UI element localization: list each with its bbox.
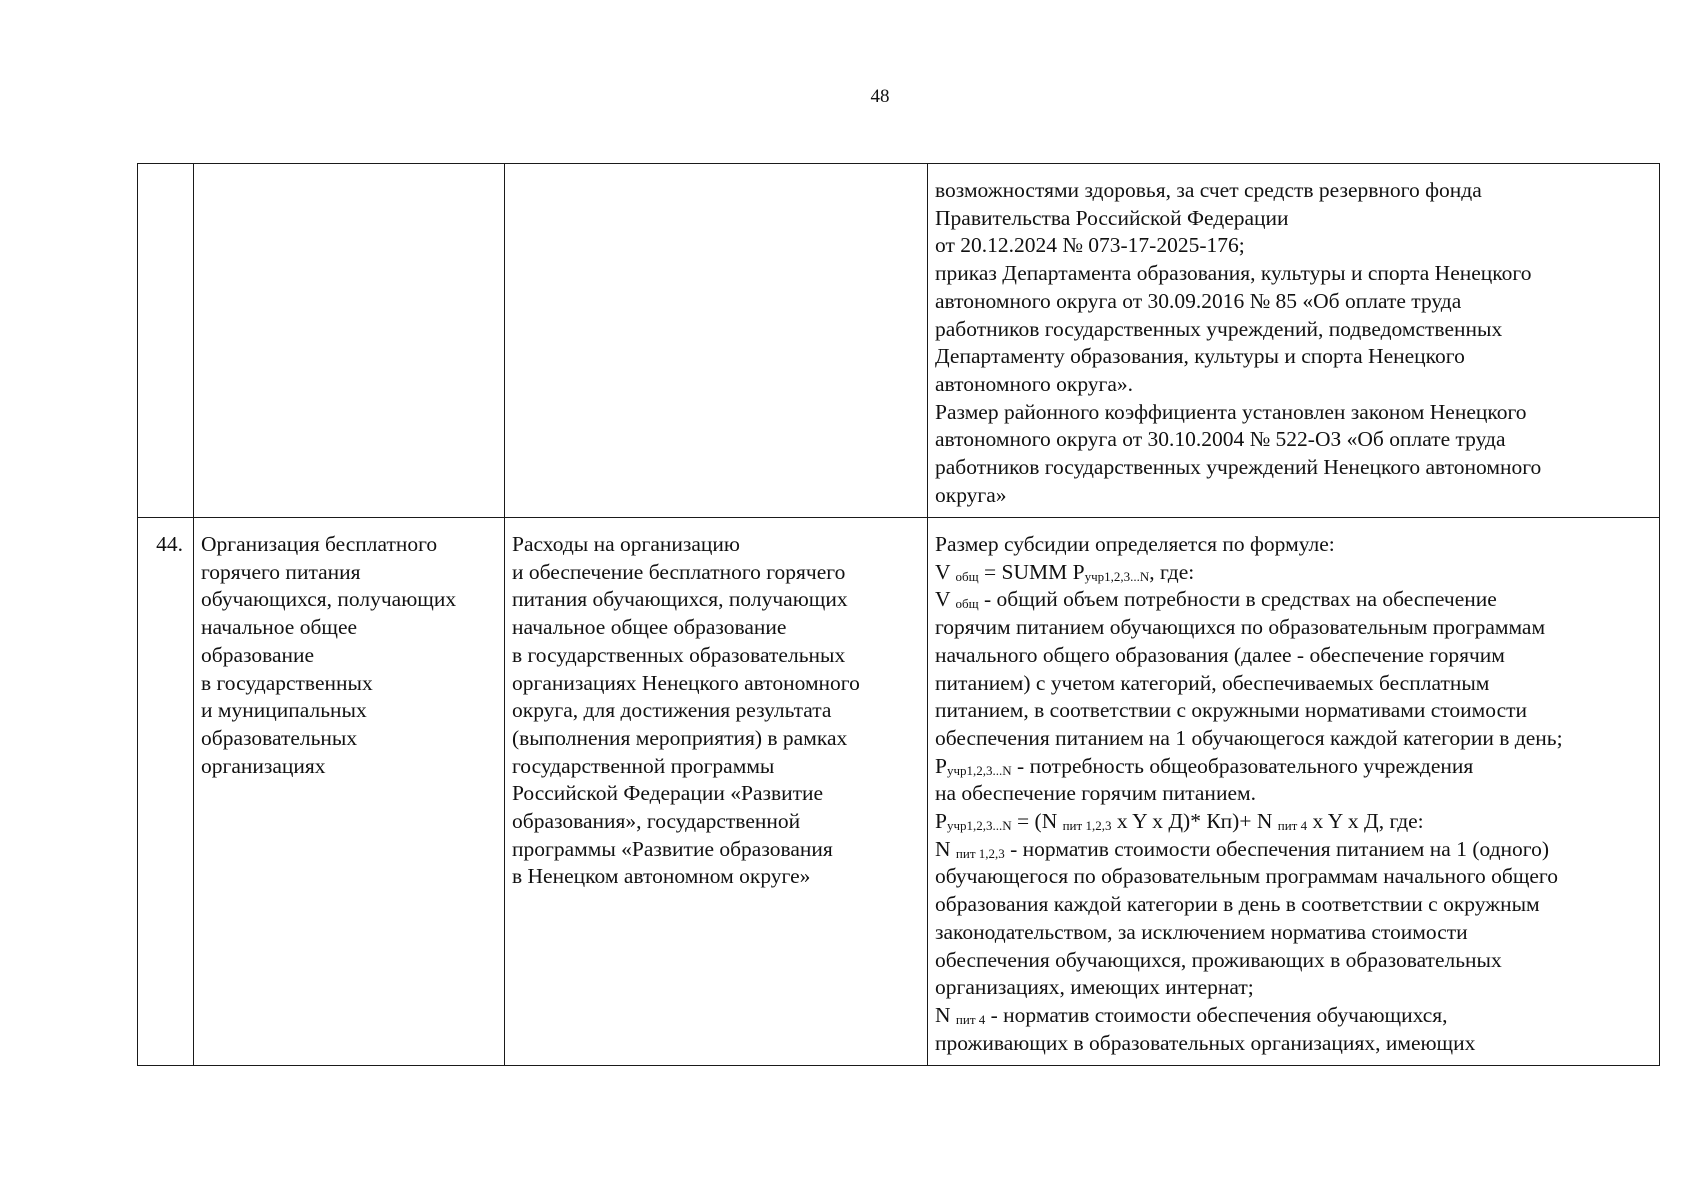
formula-line bbox=[935, 919, 1652, 947]
text-line: в государственных образовательных bbox=[512, 642, 846, 667]
expense-purpose-cell bbox=[505, 518, 928, 1066]
subscript: учр1,2,3...N bbox=[946, 762, 1012, 778]
text-line: работников государственных учреждений, подведомственных bbox=[935, 316, 1503, 341]
text-segment: обеспечения обучающихся, проживающих в образовательных bbox=[935, 947, 1502, 972]
text-line: организациях Ненецкого автономного bbox=[512, 670, 860, 695]
formula-line bbox=[935, 559, 1652, 587]
text-line: организациях bbox=[201, 753, 326, 778]
text-segment: начального общего образования (далее - обеспечение горячим bbox=[935, 642, 1505, 667]
activity-name-cell bbox=[194, 518, 505, 1066]
text-line: Организация бесплатного bbox=[201, 532, 438, 556]
text-segment: x Y x Д, где: bbox=[1307, 809, 1424, 834]
text-line: Расходы на организацию bbox=[512, 532, 740, 556]
text-line: приказ Департамента образования, культуры и спорта Ненецкого bbox=[935, 261, 1532, 286]
text-line: Правительства Российской Федерации bbox=[935, 205, 1289, 230]
subscript: пит 4 bbox=[955, 1011, 986, 1027]
text-line: возможностями здоровья, за счет средств резервного фонда bbox=[935, 178, 1482, 202]
text-line: государственной программы bbox=[512, 753, 775, 778]
text-segment: , где: bbox=[1149, 559, 1195, 584]
text-line: (выполнения мероприятия) в рамках bbox=[512, 725, 848, 750]
formula-line bbox=[935, 836, 1652, 864]
text-segment: на обеспечение горячим питанием. bbox=[935, 781, 1256, 806]
legal-basis-cell bbox=[928, 164, 1660, 518]
formula-line bbox=[935, 697, 1652, 725]
row-number-cell bbox=[138, 164, 194, 518]
formula-line bbox=[935, 642, 1652, 670]
text-line: Размер районного коэффициента установлен законом Ненецкого bbox=[935, 399, 1527, 424]
text-line: и обеспечение бесплатного горячего bbox=[512, 559, 846, 584]
text-line: автономного округа от 30.09.2016 № 85 «Об оплате труда bbox=[935, 288, 1462, 313]
text-segment: P bbox=[935, 809, 947, 834]
row-number-cell: 44. bbox=[138, 518, 194, 1066]
text-segment: N bbox=[935, 1002, 956, 1027]
text-line: и муниципальных bbox=[201, 698, 367, 723]
text-line: автономного округа от 30.10.2004 № 522-ОЗ «Об оплате труда bbox=[935, 427, 1506, 452]
text-segment: = SUMM P bbox=[978, 559, 1085, 584]
formula-line bbox=[935, 974, 1652, 1002]
text-segment: проживающих в образовательных организациях, имеющих bbox=[935, 1030, 1476, 1055]
subscript: пит 1,2,3 bbox=[955, 845, 1005, 861]
text-line: образовательных bbox=[201, 725, 358, 750]
formula-line bbox=[935, 753, 1652, 781]
text-segment: P bbox=[935, 753, 947, 778]
text-line: питания обучающихся, получающих bbox=[512, 587, 848, 612]
formula-line bbox=[935, 808, 1652, 836]
text-line: Российской Федерации «Развитие bbox=[512, 781, 824, 806]
text-line: от 20.12.2024 № 073-17-2025-176; bbox=[935, 233, 1245, 258]
text-line: работников государственных учреждений Ненецкого автономного bbox=[935, 455, 1542, 480]
formula-line bbox=[935, 863, 1652, 891]
text-line: начальное общее bbox=[201, 615, 358, 640]
text-segment: V bbox=[935, 587, 956, 612]
formula-line bbox=[935, 947, 1652, 975]
subscript: учр1,2,3...N bbox=[946, 818, 1012, 834]
text-segment: V bbox=[935, 559, 956, 584]
text-segment: законодательством, за исключением норматива стоимости bbox=[935, 919, 1468, 944]
formula-line bbox=[935, 780, 1652, 808]
text-segment: - норматив стоимости обеспечения питанием на 1 (одного) bbox=[1004, 836, 1549, 861]
text-line: округа» bbox=[935, 482, 1007, 507]
expense-purpose-cell bbox=[505, 164, 928, 518]
subscript: общ bbox=[955, 568, 979, 584]
text-line: образования», государственной bbox=[512, 809, 801, 834]
text-line: обучающихся, получающих bbox=[201, 587, 457, 612]
text-segment: N bbox=[935, 836, 956, 861]
text-line: начальное общее образование bbox=[512, 615, 787, 640]
text-line: в государственных bbox=[201, 670, 373, 695]
text-line: округа, для достижения результата bbox=[512, 698, 832, 723]
text-segment: обеспечения питанием на 1 обучающегося каждой категории в день; bbox=[935, 725, 1563, 750]
text-segment: обучающегося по образовательным программам начального общего bbox=[935, 864, 1558, 889]
formula-line bbox=[935, 891, 1652, 919]
formula-line bbox=[935, 531, 1652, 559]
text-line: Департаменту образования, культуры и спорта Ненецкого bbox=[935, 344, 1465, 369]
page-number: 48 bbox=[870, 86, 890, 107]
text-line: в Ненецком автономном округе» bbox=[512, 864, 811, 889]
subscript: общ bbox=[955, 596, 979, 612]
formula-line bbox=[935, 670, 1652, 698]
table-row-continuation bbox=[138, 164, 1660, 518]
text-line: автономного округа». bbox=[935, 371, 1134, 396]
formula-line bbox=[935, 725, 1652, 753]
formula-line bbox=[935, 1002, 1652, 1030]
text-segment: питанием) с учетом категорий, обеспечиваемых бесплатным bbox=[935, 670, 1490, 695]
formula-line bbox=[935, 586, 1652, 614]
subscript: пит 1,2,3 bbox=[1062, 818, 1112, 834]
text-segment: x Y x Д)* Кп)+ N bbox=[1111, 809, 1278, 834]
text-segment: Размер субсидии определяется по формуле: bbox=[935, 532, 1335, 556]
formula-line bbox=[935, 1030, 1652, 1058]
text-segment: образования каждой категории в день в соответствии с окружным bbox=[935, 892, 1540, 917]
text-segment: горячим питанием обучающихся по образовательным программам bbox=[935, 615, 1546, 640]
text-segment: - общий объем потребности в средствах на обеспечение bbox=[978, 587, 1497, 612]
subscript: учр1,2,3...N bbox=[1084, 568, 1150, 584]
text-segment: - потребность общеобразовательного учреждения bbox=[1011, 753, 1474, 778]
text-line: горячего питания bbox=[201, 559, 361, 584]
text-segment: организациях, имеющих интернат; bbox=[935, 975, 1254, 1000]
subscript: пит 4 bbox=[1277, 818, 1308, 834]
subsidy-table bbox=[137, 163, 1660, 1066]
text-line: программы «Развитие образования bbox=[512, 836, 833, 861]
text-line: образование bbox=[201, 642, 315, 667]
formula-line bbox=[935, 614, 1652, 642]
subsidy-formula-cell bbox=[928, 518, 1660, 1066]
text-segment: питанием, в соответствии с окружными нормативами стоимости bbox=[935, 698, 1528, 723]
table-row-44 bbox=[138, 518, 1660, 1066]
activity-name-cell bbox=[194, 164, 505, 518]
text-segment: - норматив стоимости обеспечения обучающихся, bbox=[985, 1002, 1448, 1027]
text-segment: = (N bbox=[1011, 809, 1063, 834]
